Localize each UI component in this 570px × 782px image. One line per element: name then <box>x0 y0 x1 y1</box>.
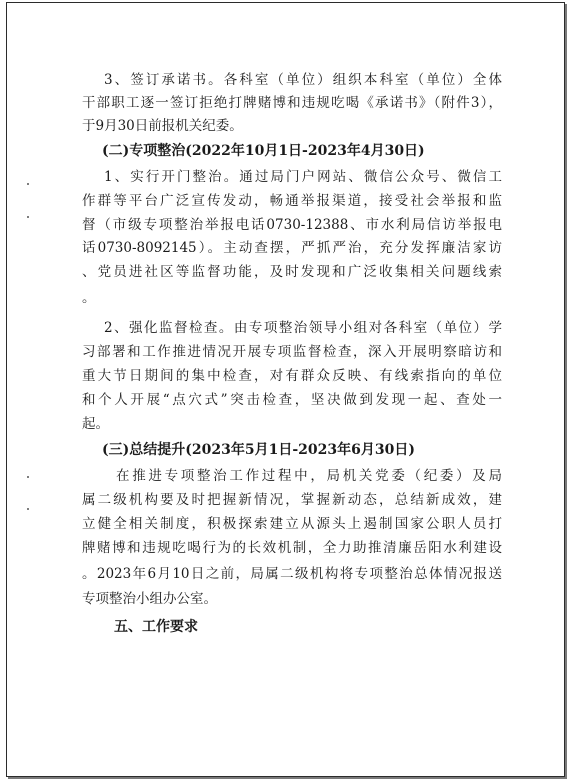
item1-line-2: 作群等平台广泛宣传发动，畅通举报渠道，接受社会举报和监 <box>82 193 502 209</box>
scan-mark <box>27 183 29 185</box>
item1-line-1: 1、实行开门整治。通过局门户网站、微信公众号、微信工 <box>104 169 502 185</box>
para3-line-3: 于9月30日前报机关纪委。 <box>82 118 243 134</box>
scan-mark <box>27 476 29 478</box>
item2-line-2: 习部署和工作推进情况开展专项监督检查，深入开展明察暗访和 <box>82 344 502 360</box>
section3-line-3: 立健全相关制度，积极探索建立从源头上遏制国家公职人员打 <box>82 516 502 532</box>
section5-heading: 五、工作要求 <box>114 619 198 635</box>
section3-line-2: 属二级机构要及时把握新情况，掌握新动态，总结新成效，建 <box>82 492 502 508</box>
para3-line-1: 3、签订承诺书。各科室（单位）组织本科室（单位）全体 <box>104 72 502 88</box>
item2-line-4: 和个人开展“点穴式”突击检查，坚决做到发现一起、查处一 <box>82 392 502 408</box>
item2-line-5: 起。 <box>82 416 109 432</box>
item2-line-1: 2、强化监督检查。由专项整治领导小组对各科室（单位）学 <box>104 320 502 336</box>
item1-line-5: 、党员进社区等监督功能，及时发现和广泛收集相关问题线索 <box>82 264 502 280</box>
section3-line-1: 在推进专项整治工作过程中，局机关党委（纪委）及局 <box>116 468 502 484</box>
item1-line-6: 。 <box>82 290 96 306</box>
item1-line-3: 督（市级专项整治举报电话0730-12388、市水利局信访举报电 <box>82 217 502 233</box>
section2-heading: (二)专项整治(2022年10月1日-2023年4月30日) <box>102 143 425 159</box>
section3-line-4: 牌赌博和违规吃喝行为的长效机制，全力助推清廉岳阳水利建设 <box>82 540 502 556</box>
section3-line-5: 。2023年6月10日之前，局属二级机构将专项整治总体情况报送 <box>82 566 502 582</box>
section3-heading: (三)总结提升(2023年5月1日-2023年6月30日) <box>102 442 415 458</box>
item1-line-4: 话0730-8092145）。主动查摆，严抓严治，充分发挥廉洁家访 <box>82 240 502 256</box>
scan-mark <box>27 508 29 510</box>
section3-line-6: 专项整治小组办公室。 <box>82 591 217 607</box>
item2-line-3: 重大节日期间的集中检查，对有群众反映、有线索指向的单位 <box>82 368 502 384</box>
para3-line-2: 干部职工逐一签订拒绝打牌赌博和违规吃喝《承诺书》（附件3）， <box>82 95 502 111</box>
scan-mark <box>27 216 29 218</box>
